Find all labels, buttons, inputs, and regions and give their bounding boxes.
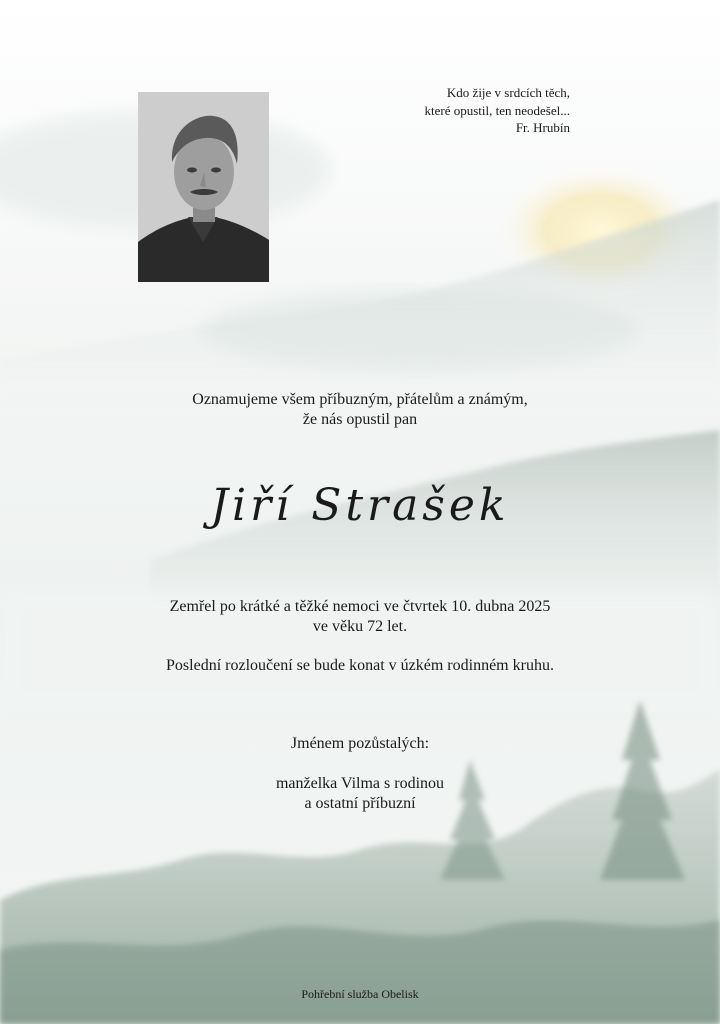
announcement-line-2: že nás opustil pan — [302, 411, 418, 428]
portrait-photo — [138, 92, 269, 282]
deceased-name: Jiří Strašek — [210, 480, 510, 531]
memorial-quote — [330, 84, 570, 137]
death-details — [0, 597, 720, 637]
death-details-line-1: Zemřel po krátké a těžké nemoci ve čtvrtek 10. dubna 2025 — [169, 598, 551, 615]
announcement — [0, 390, 720, 430]
survivors-line-2: a ostatní příbuzní — [304, 795, 416, 812]
quote-line-1: Kdo žije v srdcích těch, — [446, 85, 570, 100]
survivors-line-1: manželka Vilma s rodinou — [275, 775, 445, 792]
survivors-list — [0, 774, 720, 814]
survivors-heading: Jménem pozůstalých: — [290, 735, 430, 752]
quote-author: Fr. Hrubín — [515, 120, 570, 135]
farewell-notice: Poslední rozloučení se bude konat v úzkém rodinném kruhu. — [166, 657, 554, 674]
announcement-line-1: Oznamujeme všem příbuzným, přátelům a známým, — [192, 391, 528, 408]
quote-line-2: které opustil, ten neodešel... — [424, 102, 570, 118]
death-details-line-2: ve věku 72 let. — [312, 618, 408, 635]
funeral-service-credit: Pohřební služba Obelisk — [301, 987, 419, 1001]
